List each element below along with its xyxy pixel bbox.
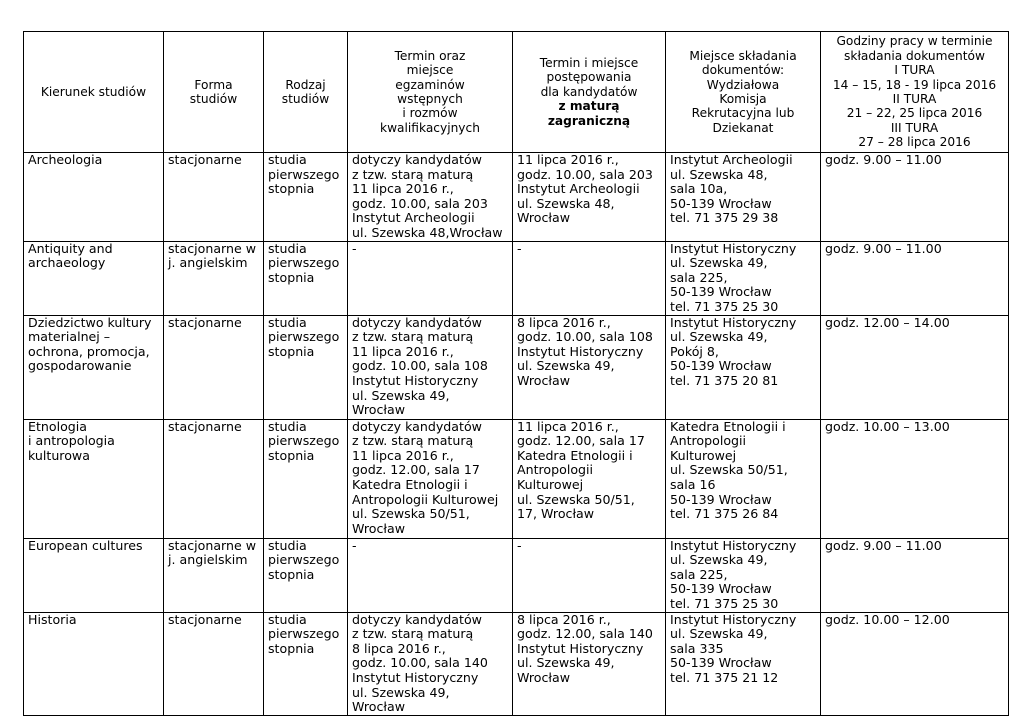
table-header-row bbox=[24, 32, 1009, 153]
cell-kierunek: European cultures bbox=[24, 538, 164, 612]
admissions-schedule-table bbox=[23, 31, 1009, 716]
cell-termin-matura-zagraniczna: 8 lipca 2016 r., godz. 10.00, sala 108 Instytut Historyczny ul. Szewska 49, Wrocław bbox=[513, 315, 666, 419]
cell-kierunek: Antiquity and archaeology bbox=[24, 241, 164, 315]
cell-forma: stacjonarne bbox=[164, 315, 264, 419]
cell-kierunek: Dziedzictwo kultury materialnej – ochrona, promocja, gospodarowanie bbox=[24, 315, 164, 419]
cell-termin-egzaminow: - bbox=[348, 538, 513, 612]
cell-rodzaj: studia pierwszego stopnia bbox=[264, 153, 348, 242]
cell-godziny-pracy: godz. 10.00 – 13.00 bbox=[821, 419, 1009, 538]
cell-godziny-pracy: godz. 10.00 – 12.00 bbox=[821, 612, 1009, 715]
cell-termin-egzaminow: dotyczy kandydatów z tzw. starą maturą 8 lipca 2016 r., godz. 10.00, sala 140 Instytut Historyczny ul. Szewska 49, Wrocław bbox=[348, 612, 513, 715]
header-rodzaj: Rodzaj studiów bbox=[264, 32, 348, 153]
cell-forma: stacjonarne bbox=[164, 419, 264, 538]
table-row bbox=[24, 538, 1009, 612]
table-row bbox=[24, 153, 1009, 242]
header-termin-matura-zagraniczna: Termin i miejsce postępowania dla kandydatów z maturą zagraniczną bbox=[513, 32, 666, 153]
header-godziny-pracy: Godziny pracy w terminie składania dokumentów I TURA 14 – 15, 18 - 19 lipca 2016 II TURA 21 – 22, 25 lipca 2016 III TURA 27 – 28 lipca 2016 bbox=[821, 32, 1009, 153]
cell-forma: stacjonarne w j. angielskim bbox=[164, 538, 264, 612]
cell-termin-egzaminow: dotyczy kandydatów z tzw. starą maturą 11 lipca 2016 r., godz. 10.00, sala 203 Instytut Archeologii ul. Szewska 48,Wrocław bbox=[348, 153, 513, 242]
cell-godziny-pracy: godz. 9.00 – 11.00 bbox=[821, 241, 1009, 315]
cell-miejsce-skladania: Instytut Historyczny ul. Szewska 49, Pokój 8, 50-139 Wrocław tel. 71 375 20 81 bbox=[666, 315, 821, 419]
cell-godziny-pracy: godz. 12.00 – 14.00 bbox=[821, 315, 1009, 419]
cell-godziny-pracy: godz. 9.00 – 11.00 bbox=[821, 538, 1009, 612]
cell-kierunek: Etnologia i antropologia kulturowa bbox=[24, 419, 164, 538]
cell-kierunek: Archeologia bbox=[24, 153, 164, 242]
cell-godziny-pracy: godz. 9.00 – 11.00 bbox=[821, 153, 1009, 242]
cell-termin-egzaminow: dotyczy kandydatów z tzw. starą maturą 11 lipca 2016 r., godz. 10.00, sala 108 Instytut Historyczny ul. Szewska 49, Wrocław bbox=[348, 315, 513, 419]
cell-forma: stacjonarne w j. angielskim bbox=[164, 241, 264, 315]
header-miejsce-skladania: Miejsce składania dokumentów: Wydziałowa Komisja Rekrutacyjna lub Dziekanat bbox=[666, 32, 821, 153]
cell-termin-egzaminow: dotyczy kandydatów z tzw. starą maturą 11 lipca 2016 r., godz. 12.00, sala 17 Katedra Etnologii i Antropologii Kulturowej ul. Szewska 50/51, Wrocław bbox=[348, 419, 513, 538]
cell-miejsce-skladania: Instytut Historyczny ul. Szewska 49, sala 225, 50-139 Wrocław tel. 71 375 25 30 bbox=[666, 538, 821, 612]
cell-miejsce-skladania: Instytut Historyczny ul. Szewska 49, sala 335 50-139 Wrocław tel. 71 375 21 12 bbox=[666, 612, 821, 715]
table-row bbox=[24, 241, 1009, 315]
table-row bbox=[24, 612, 1009, 715]
cell-termin-egzaminow: - bbox=[348, 241, 513, 315]
cell-miejsce-skladania: Instytut Archeologii ul. Szewska 48, sala 10a, 50-139 Wrocław tel. 71 375 29 38 bbox=[666, 153, 821, 242]
cell-termin-matura-zagraniczna: - bbox=[513, 538, 666, 612]
cell-rodzaj: studia pierwszego stopnia bbox=[264, 538, 348, 612]
cell-rodzaj: studia pierwszego stopnia bbox=[264, 315, 348, 419]
cell-rodzaj: studia pierwszego stopnia bbox=[264, 419, 348, 538]
table-row bbox=[24, 315, 1009, 419]
cell-miejsce-skladania: Katedra Etnologii i Antropologii Kulturowej ul. Szewska 50/51, sala 16 50-139 Wrocław tel. 71 375 26 84 bbox=[666, 419, 821, 538]
cell-forma: stacjonarne bbox=[164, 612, 264, 715]
cell-rodzaj: studia pierwszego stopnia bbox=[264, 241, 348, 315]
cell-termin-matura-zagraniczna: 8 lipca 2016 r., godz. 12.00, sala 140 Instytut Historyczny ul. Szewska 49, Wrocław bbox=[513, 612, 666, 715]
header-forma: Forma studiów bbox=[164, 32, 264, 153]
cell-miejsce-skladania: Instytut Historyczny ul. Szewska 49, sala 225, 50-139 Wrocław tel. 71 375 25 30 bbox=[666, 241, 821, 315]
table-row bbox=[24, 419, 1009, 538]
cell-termin-matura-zagraniczna: - bbox=[513, 241, 666, 315]
cell-kierunek: Historia bbox=[24, 612, 164, 715]
header-kierunek: Kierunek studiów bbox=[24, 32, 164, 153]
cell-rodzaj: studia pierwszego stopnia bbox=[264, 612, 348, 715]
cell-termin-matura-zagraniczna: 11 lipca 2016 r., godz. 10.00, sala 203 Instytut Archeologii ul. Szewska 48, Wrocław bbox=[513, 153, 666, 242]
cell-forma: stacjonarne bbox=[164, 153, 264, 242]
header-termin-egzaminow: Termin oraz miejsce egzaminów wstępnych i rozmów kwalifikacyjnych bbox=[348, 32, 513, 153]
cell-termin-matura-zagraniczna: 11 lipca 2016 r., godz. 12.00, sala 17 Katedra Etnologii i Antropologii Kulturowej ul. Szewska 50/51, 17, Wrocław bbox=[513, 419, 666, 538]
